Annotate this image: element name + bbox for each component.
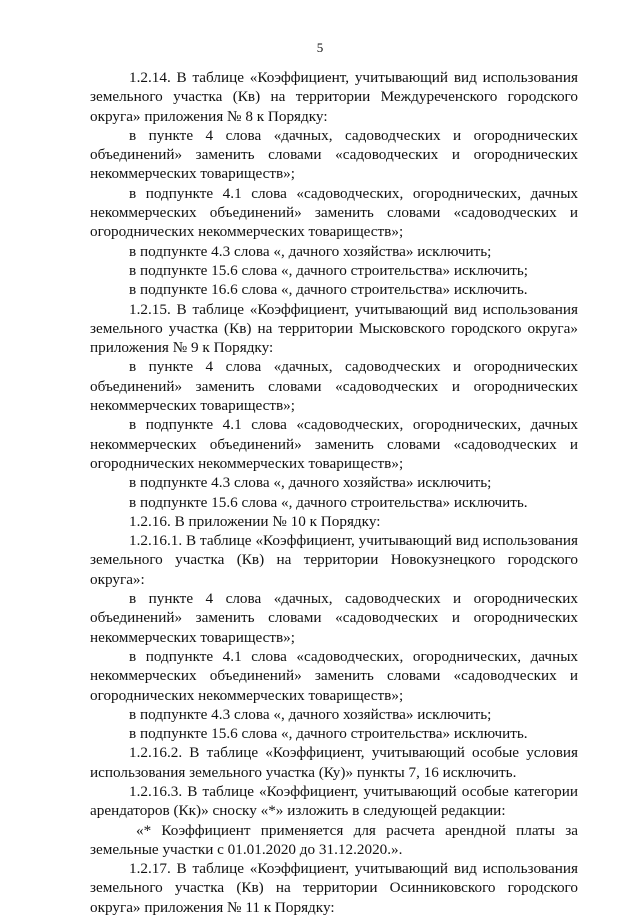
paragraph: в подпункте 4.3 слова «, дачного хозяйства» исключить; [129, 242, 492, 260]
paragraph: в подпункте 15.6 слова «, дачного строительства» исключить. [129, 725, 528, 743]
paragraph: в подпункте 4.3 слова «, дачного хозяйства» исключить; [129, 474, 492, 492]
paragraph: 1.2.17. В таблице «Коэффициент, учитывающий вид использования земельного участка (Кв) на территории Осинниковского городского округа» приложения № 11 к Порядку: [90, 860, 578, 916]
paragraph: 1.2.16.3. В таблице «Коэффициент, учитывающий особые категории арендаторов (Кк)» сноску «*» изложить в следующей редакции: [90, 782, 578, 820]
document-body [90, 68, 578, 917]
paragraph: 1.2.15. В таблице «Коэффициент, учитывающий вид использования земельного участка (Кв) на территории Мысковского городского округа» приложения № 9 к Порядку: [90, 300, 578, 357]
paragraph: в подпункте 16.6 слова «, дачного строительства» исключить. [129, 281, 528, 299]
paragraph: в пункте 4 слова «дачных, садоводческих и огороднических объединений» заменить словами «садоводческих и огороднических некоммерческих товариществ»; [90, 590, 578, 646]
paragraph: 1.2.14. В таблице «Коэффициент, учитывающий вид использования земельного участка (Кв) на территории Междуреченского городского округа» приложения № 8 к Порядку: [90, 69, 578, 125]
paragraph: 1.2.16.2. В таблице «Коэффициент, учитывающий особые условия использования земельного участка (Ку)» пункты 7, 16 исключить. [90, 744, 578, 781]
footnote-text: «* Коэффициент применяется для расчета арендной платы за земельные участки с 01.01.2020 до 31.12.2020.». [90, 821, 578, 858]
paragraph: в подпункте 15.6 слова «, дачного строительства» исключить. [129, 493, 528, 511]
paragraph: 1.2.16. В приложении № 10 к Порядку: [129, 512, 381, 530]
paragraph: в подпункте 4.3 слова «, дачного хозяйства» исключить; [129, 705, 492, 723]
paragraph: в подпункте 15.6 слова «, дачного строительства» исключить; [129, 261, 529, 279]
page-number: 5 [316, 40, 324, 55]
paragraph: в пункте 4 слова «дачных, садоводческих и огороднических объединений» заменить словами «садоводческих и огороднических некоммерческих товариществ»; [90, 126, 578, 183]
paragraph: в подпункте 4.1 слова «садоводческих, огороднических, дачных некоммерческих объединений» заменить словами «садоводческих и огороднических некоммерческих товариществ»; [90, 184, 578, 241]
paragraph: в подпункте 4.1 слова «садоводческих, огороднических, дачных некоммерческих объединений» заменить словами «садоводческих и огороднических некоммерческих товариществ»; [90, 416, 578, 472]
paragraph: в пункте 4 слова «дачных, садоводческих и огороднических объединений» заменить словами «садоводческих и огороднических некоммерческих товариществ»; [90, 358, 578, 415]
paragraph: 1.2.16.1. В таблице «Коэффициент, учитывающий вид использования земельного участка (Кв) на территории Новокузнецкого городского округа»: [90, 532, 578, 588]
paragraph: в подпункте 4.1 слова «садоводческих, огороднических, дачных некоммерческих объединений» заменить словами «садоводческих и огороднических некоммерческих товариществ»; [90, 647, 578, 704]
